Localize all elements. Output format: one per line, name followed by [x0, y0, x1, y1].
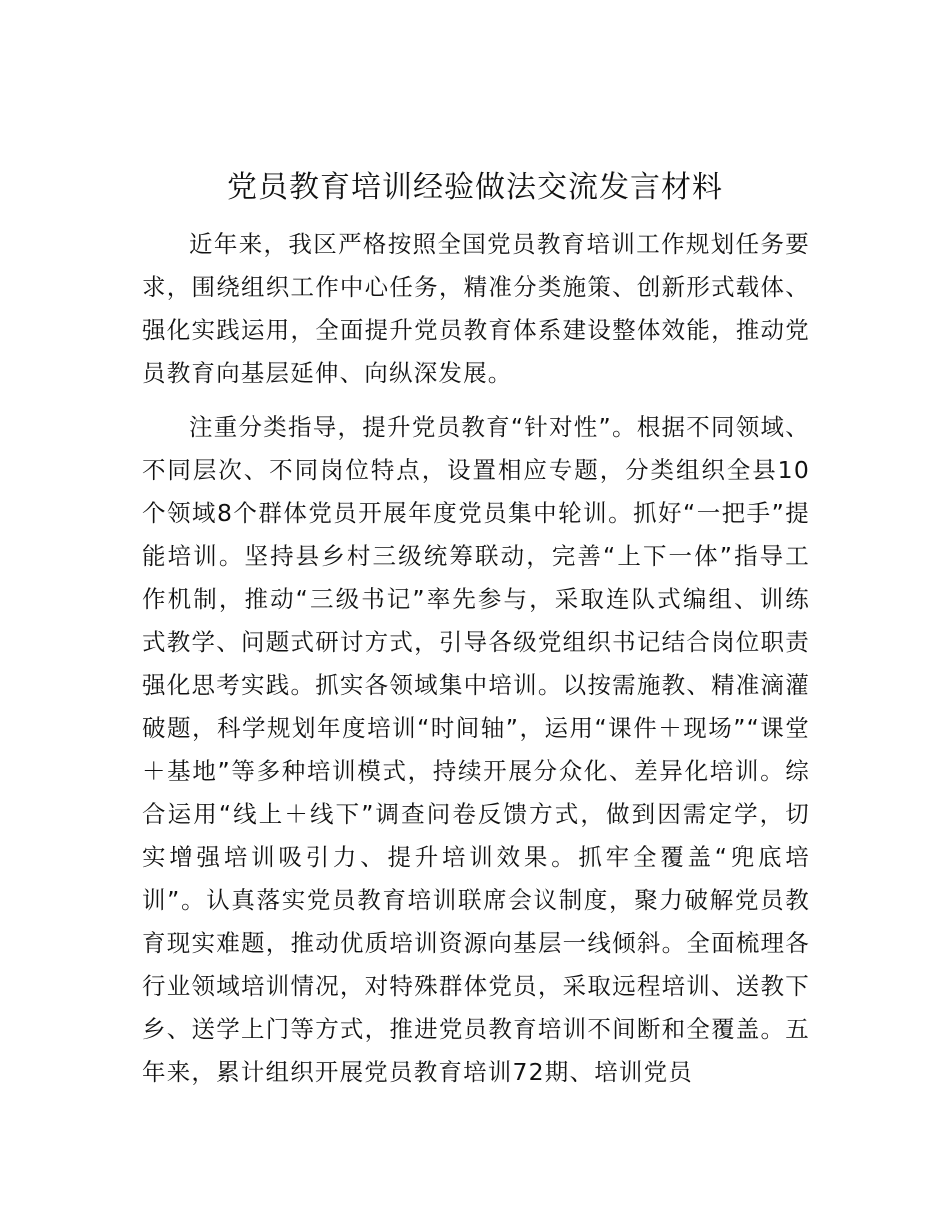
paragraph-intro: 近年来，我区严格按照全国党员教育培训工作规划任务要求，围绕组织工作中心任务，精准分类施策、创新形式载体、强化实践运用，全面提升党员教育体系建设整体效能，推动党员教育向基层延伸、向纵深发展。: [142, 230, 810, 387]
document-title: 党员教育培训经验做法交流发言材料: [227, 170, 723, 205]
paragraph-classified-guidance: 注重分类指导，提升党员教育“针对性”。根据不同领域、不同层次、不同岗位特点，设置相应专题，分类组织全县10个领域8个群体党员开展年度党员集中轮训。抓好“一把手”提能培训。坚持县乡村三级统筹联动，完善“上下一体”指导工作机制，推动“三级书记”率先参与，采取连队式编组、训练式教学、问题式研讨方式，引导各级党组织书记结合岗位职责强化思考实践。抓实各领域集中培训。以按需施教、精准滴灌破题，科学规划年度培训“时间轴”，运用“课件＋现场”“课堂＋基地”等多种培训模式，持续开展分众化、差异化培训。综合运用“线上＋线下”调查问卷反馈方式，做到因需定学，切实增强培训吸引力、提升培训效果。抓牢全覆盖“兜底培训”。认真落实党员教育培训联席会议制度，聚力破解党员教育现实难题，推动优质培训资源向基层一线倾斜。全面梳理各行业领域培训情况，对特殊群体党员，采取远程培训、送教下乡、送学上门等方式，推进党员教育培训不间断和全覆盖。五年来，累计组织开展党员教育培训72期、培训党员: [142, 413, 810, 1086]
